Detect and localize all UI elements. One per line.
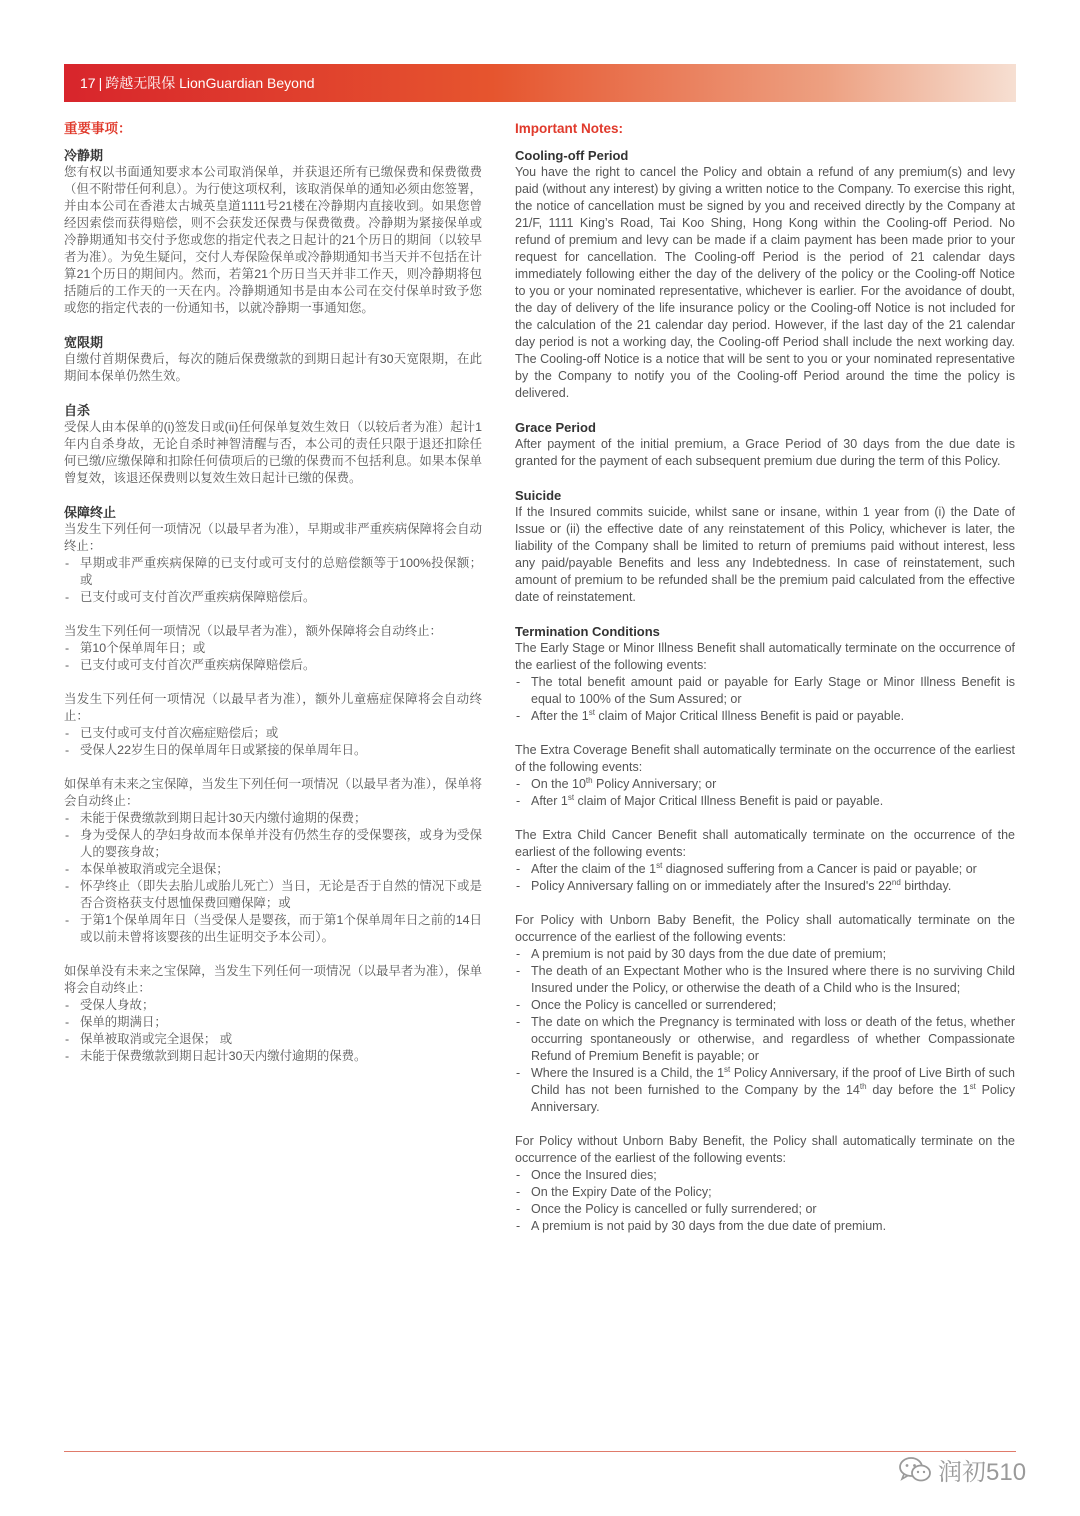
english-column xyxy=(515,120,1015,1252)
zh-termination-list xyxy=(64,725,482,759)
list-item: - The total benefit amount paid or payable for Early Stage or Minor Illness Benefit is equal to 100% of the Sum Assured; or xyxy=(515,674,1015,708)
en-termination-intro: The Extra Coverage Benefit shall automatically terminate on the occurrence of the earliest of the following events: xyxy=(515,743,1015,774)
zh-termination-intro: 如保单有未来之宝保障，当发生下列任何一项情况（以最早者为准），保单将会自动终止： xyxy=(64,777,482,808)
en-cooling-title: Cooling-off Period xyxy=(515,148,629,163)
zh-suicide-body: 受保人由本保单的(i)签发日或(ii)任何保单复效生效日（以较后者为准）起计1年内自杀身故，无论自杀时神智清醒与否，本公司的责任只限于退还扣除任何已缴/应缴保障和扣除任何债项后的已缴的保费而不包括利息。如果本保单曾复效，该退还保费则以复效生效日起计已缴的保费。 xyxy=(64,420,482,485)
list-item: - Where the Insured is a Child, the 1st Policy Anniversary, if the proof of Live Birth of such Child has not been furnished to the Company by the 14th day before the 1st Policy Anniversary. xyxy=(515,1065,1015,1116)
list-item: - 已支付或可支付首次癌症赔偿后；或 xyxy=(64,725,482,742)
zh-termination-list xyxy=(64,997,482,1065)
zh-termination-list xyxy=(64,810,482,946)
en-termination-blocks xyxy=(515,640,1015,1235)
list-item: - 受保人身故； xyxy=(64,997,482,1014)
en-grace-title: Grace Period xyxy=(515,420,596,435)
en-termination-intro: The Extra Child Cancer Benefit shall automatically terminate on the occurrence of the earliest of the following events: xyxy=(515,828,1015,859)
en-termination-list xyxy=(515,946,1015,1116)
list-item: - 身为受保人的孕妇身故而本保单并没有仍然生存的受保婴孩，或身为受保人的婴孩身故； xyxy=(64,827,482,861)
en-cooling-section xyxy=(515,147,1015,402)
page-number: 17 xyxy=(80,75,96,91)
list-item: - The date on which the Pregnancy is terminated with loss or death of the fetus, whether occurring spontaneously or otherwise, and regardless of whether Compassionate Refund of Premium Benefit is payable; or xyxy=(515,1014,1015,1065)
list-item: - Once the Policy is cancelled or surrendered; xyxy=(515,997,1015,1014)
zh-termination-intro: 当发生下列任何一项情况（以最早者为准），额外保障将会自动终止： xyxy=(64,624,442,638)
product-name-en: LionGuardian Beyond xyxy=(179,75,315,91)
list-item: - 已支付或可支付首次严重疾病保障赔偿后。 xyxy=(64,589,482,606)
en-termination-block xyxy=(515,640,1015,725)
zh-termination-section xyxy=(64,504,482,1065)
zh-termination-intro: 当发生下列任何一项情况（以最早者为准），额外儿童癌症保障将会自动终止： xyxy=(64,692,482,723)
list-item: - A premium is not paid by 30 days from the due date of premium. xyxy=(515,1218,1015,1235)
en-termination-intro: The Early Stage or Minor Illness Benefit shall automatically terminate on the occurrence of the earliest of the following events: xyxy=(515,641,1015,672)
list-item: - On the 10th Policy Anniversary; or xyxy=(515,776,1015,793)
product-name-zh: 跨越无限保 xyxy=(105,75,176,91)
en-cooling-body: You have the right to cancel the Policy and obtain a refund of any premium(s) and levy paid (without any interest) by giving a written notice to the Company. To exercise this right, the notice of cancellation must be signed by you and received directly by the Company at 21/F, 1111 King’s Road, Tai Koo Shing, Hong Kong within the Cooling-off Period. No refund of premium and levy can be made if a claim payment has been made prior to your request for cancellation. The Cooling-off Period is the period of 21 calendar days immediately following either the day of the delivery of the policy or the Cooling-off Notice to you or your nominated representative, whichever is earlier. For the avoidance of doubt, the day of delivery of the life insurance policy or the Cooling-off Notice is not included for the calculation of the 21 calendar day period. However, if the last day of the 21 calendar day period is not a working day, the Cooling-off Period shall include the next working day. The Cooling-off Notice is a notice that will be sent to you or your nominated representative by the Company to notify you of the Cooling-off Period around the time the policy is delivered. xyxy=(515,165,1015,400)
list-item: - A premium is not paid by 30 days from the due date of premium; xyxy=(515,946,1015,963)
en-suicide-body: If the Insured commits suicide, whilst sane or insane, within 1 year from (i) the Date of Issue or (ii) the effective date of any reinstatement of this Policy, whichever is later, the liability of the Company shall be limited to return of premiums paid without interest, less any paid/payable Benefits and less any Indebtedness. In case of reinstatement, such amount of premium to be refunded shall be the premium paid calculated from the effective date of reinstatement. xyxy=(515,505,1015,604)
list-item: - Policy Anniversary falling on or immediately after the Insured's 22nd birthday. xyxy=(515,878,1015,895)
en-termination-list xyxy=(515,776,1015,810)
zh-termination-block xyxy=(64,623,482,674)
en-termination-title: Termination Conditions xyxy=(515,624,660,639)
wechat-icon xyxy=(898,1456,932,1484)
zh-termination-list xyxy=(64,640,482,674)
list-item: - 早期或非严重疾病保障的已支付或可支付的总赔偿额等于100%投保额；或 xyxy=(64,555,482,589)
en-termination-intro: For Policy with Unborn Baby Benefit, the Policy shall automatically terminate on the occurrence of the earliest of the following events: xyxy=(515,913,1015,944)
zh-termination-block xyxy=(64,963,482,1065)
watermark xyxy=(898,1452,1026,1487)
chinese-column xyxy=(64,120,482,1082)
header-text xyxy=(80,73,315,93)
en-termination-list xyxy=(515,674,1015,725)
header-separator: | xyxy=(98,75,103,91)
zh-grace-section xyxy=(64,334,482,385)
en-suicide-title: Suicide xyxy=(515,488,562,503)
list-item: - 未能于保费缴款到期日起计30天内缴付逾期的保费； xyxy=(64,810,482,827)
en-termination-intro: For Policy without Unborn Baby Benefit, the Policy shall automatically terminate on the occurrence of the earliest of the following events: xyxy=(515,1134,1015,1165)
en-termination-block xyxy=(515,827,1015,895)
list-item: - 保单被取消或完全退保； 或 xyxy=(64,1031,482,1048)
list-item: - The death of an Expectant Mother who is the Insured where there is no surviving Child Insured under the Policy, or otherwise the death of a Child who is the Insured; xyxy=(515,963,1015,997)
list-item: - 保单的期满日； xyxy=(64,1014,482,1031)
en-grace-section xyxy=(515,419,1015,470)
en-termination-block xyxy=(515,912,1015,1116)
en-heading: Important Notes: xyxy=(515,121,623,136)
zh-cooling-title: 冷静期 xyxy=(64,148,104,163)
zh-grace-title: 宽限期 xyxy=(64,335,104,350)
list-item: - Once the Insured dies; xyxy=(515,1167,1015,1184)
list-item: - 怀孕终止（即失去胎儿或胎儿死亡）当日，无论是否于自然的情况下或是否合资格获支付恩恤保费回赠保障；或 xyxy=(64,878,482,912)
zh-heading: 重要事项： xyxy=(64,121,132,136)
en-termination-section xyxy=(515,623,1015,1235)
en-termination-list xyxy=(515,861,1015,895)
list-item: - 已支付或可支付首次严重疾病保障赔偿后。 xyxy=(64,657,482,674)
list-item: - On the Expiry Date of the Policy; xyxy=(515,1184,1015,1201)
list-item: - 未能于保费缴款到期日起计30天内缴付逾期的保费。 xyxy=(64,1048,482,1065)
list-item: - Once the Policy is cancelled or fully surrendered; or xyxy=(515,1201,1015,1218)
list-item: - After the claim of the 1st diagnosed suffering from a Cancer is paid or payable; or xyxy=(515,861,1015,878)
en-termination-block xyxy=(515,742,1015,810)
list-item: - 于第1个保单周年日（当受保人是婴孩，而于第1个保单周年日之前的14日或以前未曾将该婴孩的出生证明交予本公司）。 xyxy=(64,912,482,946)
en-suicide-section xyxy=(515,487,1015,606)
list-item: - 本保单被取消或完全退保； xyxy=(64,861,482,878)
header-band xyxy=(64,64,1016,102)
zh-termination-list xyxy=(64,555,482,606)
watermark-text: 润初510 xyxy=(938,1459,1027,1486)
zh-termination-intro: 当发生下列任何一项情况（以最早者为准），早期或非严重疾病保障将会自动终止： xyxy=(64,522,482,553)
en-termination-block xyxy=(515,1133,1015,1235)
zh-termination-block xyxy=(64,776,482,946)
zh-termination-intro: 如保单没有未来之宝保障，当发生下列任何一项情况（以最早者为准），保单将会自动终止： xyxy=(64,964,482,995)
zh-suicide-section xyxy=(64,402,482,487)
en-termination-list xyxy=(515,1167,1015,1235)
list-item: - After 1st claim of Major Critical Illness Benefit is paid or payable. xyxy=(515,793,1015,810)
zh-termination-block xyxy=(64,691,482,759)
zh-termination-blocks xyxy=(64,521,482,1065)
zh-termination-title: 保障终止 xyxy=(64,505,117,520)
en-grace-body: After payment of the initial premium, a Grace Period of 30 days from the due date is granted for the payment of each subsequent premium due during the term of this Policy. xyxy=(515,437,1015,468)
footer-line xyxy=(64,1451,1016,1452)
zh-cooling-section xyxy=(64,147,482,317)
zh-cooling-body: 您有权以书面通知要求本公司取消保单，并获退还所有已缴保费和保费徵费（但不附带任何利息）。为行使这项权利，该取消保单的通知必须由您签署，并由本公司在香港太古城英皇道1111号21楼在冷静期内直接收到。如果您曾经因索偿而获得赔偿，则不会获发还保费与保费徵费。冷静期为紧接保单或冷静期通知书交付予您或您的指定代表之日起计的21个历日的期间（以较早者为准）。为免生疑问，交付人寿保险保单或冷静期通知书当天并不包括在计算21个历日的期间内。然而，若第21个历日当天并非工作天，则冷静期将包括随后的工作天的一天在内。冷静期通知书是由本公司在交付保单时致予您或您的指定代表的一份通知书，以就冷静期一事通知您。 xyxy=(64,165,482,315)
zh-suicide-title: 自杀 xyxy=(64,403,91,418)
list-item: - After the 1st claim of Major Critical Illness Benefit is paid or payable. xyxy=(515,708,1015,725)
list-item: - 第10个保单周年日；或 xyxy=(64,640,482,657)
zh-termination-block xyxy=(64,521,482,606)
list-item: - 受保人22岁生日的保单周年日或紧接的保单周年日。 xyxy=(64,742,482,759)
zh-grace-body: 自缴付首期保费后，每次的随后保费缴款的到期日起计有30天宽限期，在此期间本保单仍然生效。 xyxy=(64,352,482,383)
